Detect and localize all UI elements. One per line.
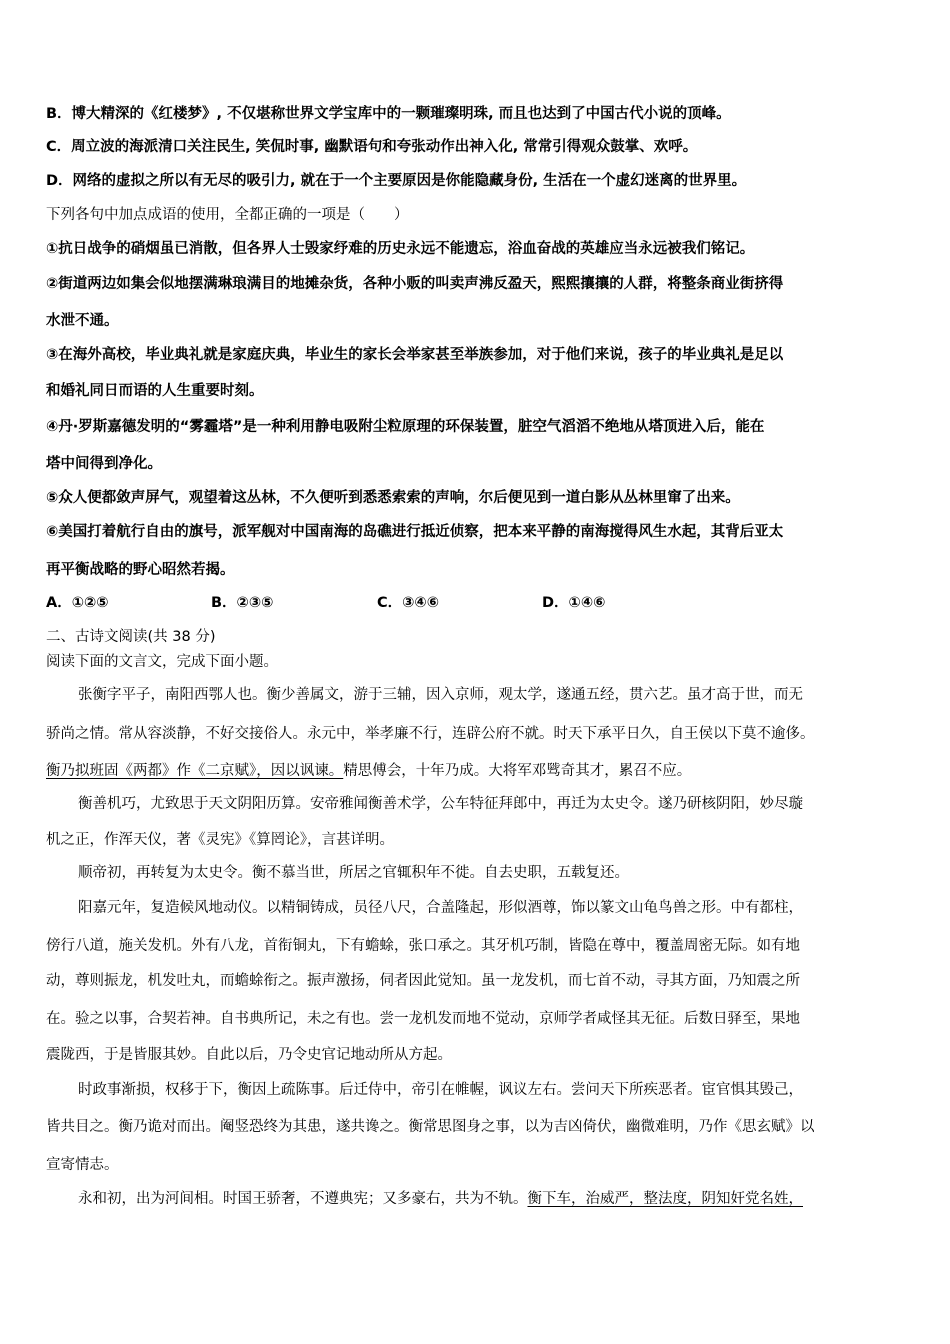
- passage-p5-line-2: 皆共目之。衡乃诡对而出。阉竖恐终为其患，遂共谗之。衡常思图身之事，以为吉凶倚伏，幽微难明，乃作《思玄赋》以: [46, 1119, 815, 1135]
- passage-p3: 顺帝初，再转复为太史令。衡不慕当世，所居之官辄积年不徙。自去史职，五载复还。: [78, 865, 629, 881]
- sentence-6-line-2: 再平衡战略的野心昭然若揭。: [46, 562, 235, 578]
- underlined-sentence-1: 衡乃拟班固《两都》作《二京赋》，因以讽谏。: [46, 763, 344, 779]
- choice-c: C．③④⑥: [377, 595, 439, 611]
- sentence-2-line-1: ②街道两边如集会似地摆满琳琅满目的地摊杂货，各种小贩的叫卖声沸反盈天，熙熙攘攘的人群，将整条商业街挤得: [46, 276, 784, 292]
- passage-p2-line-2: 机之正，作浑天仪，著《灵宪》《算罔论》，言甚详明。: [46, 832, 394, 848]
- passage-p4-line-2: 傍行八道，施关发机。外有八龙，首衔铜丸，下有蟾蜍，张口承之。其牙机巧制，皆隐在尊中，覆盖周密无际。如有地: [46, 938, 800, 954]
- passage-p6-plain: 永和初，出为河间相。时国王骄奢，不遵典宪；又多豪右，共为不轨。: [78, 1191, 528, 1207]
- sentence-1: ①抗日战争的硝烟虽已消散，但各界人士毁家纾难的历史永远不能遗忘，浴血奋战的英雄应当永远被我们铭记。: [46, 241, 755, 257]
- passage-p6-line-1: [78, 1189, 908, 1209]
- choice-b: B．②③⑤: [211, 595, 274, 611]
- choice-a: A．①②⑤: [46, 595, 109, 611]
- sentence-5: ⑤众人便都敛声屏气，观望着这丛林，不久便听到悉悉索索的声响，尔后便见到一道白影从丛林里窜了出来。: [46, 490, 740, 506]
- sentence-4-line-1: ④丹·罗斯嘉德发明的“雾霾塔”是一种利用静电吸附尘粒原理的环保装置，脏空气滔滔不绝地从塔顶进入后，能在: [46, 419, 765, 435]
- passage-p4-line-1: 阳嘉元年，复造候风地动仪。以精铜铸成，员径八尺，合盖隆起，形似酒尊，饰以篆文山龟鸟兽之形。中有都柱，: [78, 900, 803, 916]
- sentence-3-line-1: ③在海外高校，毕业典礼就是家庭庆典，毕业生的家长会举家甚至举族参加，对于他们来说，孩子的毕业典礼是足以: [46, 347, 784, 363]
- passage-p4-line-3: 动，尊则振龙，机发吐丸，而蟾蜍衔之。振声激扬，伺者因此觉知。虽一龙发机，而七首不动，寻其方面，乃知震之所: [46, 973, 800, 989]
- passage-p5-line-1: 时政事渐损，权移于下，衡因上疏陈事。后迁侍中，帝引在帷幄，讽议左右。尝问天下所疾恶者。宦官惧其毁己，: [78, 1082, 803, 1098]
- choice-d: D．①④⑥: [542, 595, 606, 611]
- underlined-sentence-2: 衡下车，治威严，整法度，阴知奸党名姓，: [527, 1191, 803, 1207]
- sentence-2-line-2: 水泄不通。: [46, 313, 119, 329]
- question-stem: 下列各句中加点成语的使用，全都正确的一项是（ ）: [46, 207, 409, 223]
- sentence-3-line-2: 和婚礼同日而语的人生重要时刻。: [46, 383, 264, 399]
- passage-p1-line-3-rest: 精思傅会，十年乃成。大将军邓骘奇其才，累召不应。: [343, 763, 692, 779]
- passage-p1-line-2: 骄尚之情。常从容淡静，不好交接俗人。永元中，举孝廉不行，连辟公府不就。时天下承平日久，自王侯以下莫不逾侈。: [46, 726, 815, 742]
- passage-p1-line-3: [46, 761, 906, 781]
- passage-p4-line-4: 在。验之以事，合契若神。自书典所记，未之有也。尝一龙机发而地不觉动，京师学者咸怪其无征。后数日驿至，果地: [46, 1011, 800, 1027]
- passage-p4-line-5: 震陇西，于是皆服其妙。自此以后，乃令史官记地动所从方起。: [46, 1047, 452, 1063]
- option-d: D．网络的虚拟之所以有无尽的吸引力, 就在于一个主要原因是你能隐藏身份, 生活在一个虚幻迷离的世界里。: [46, 173, 747, 189]
- sentence-6-line-1: ⑥美国打着航行自由的旗号，派军舰对中国南海的岛礁进行抵近侦察，把本来平静的南海搅得风生水起，其背后亚太: [46, 524, 784, 540]
- passage-p5-line-3: 宣寄情志。: [46, 1157, 119, 1173]
- section-instruction: 阅读下面的文言文，完成下面小题。: [46, 654, 278, 670]
- section-heading: 二、古诗文阅读(共 38 分): [46, 629, 216, 645]
- sentence-4-line-2: 塔中间得到净化。: [46, 456, 162, 472]
- option-c: C．周立波的海派清口关注民生, 笑侃时事, 幽默语句和夸张动作出神入化, 常常引得观众鼓掌、欢呼。: [46, 139, 698, 155]
- passage-p1-line-1: 张衡字平子，南阳西鄂人也。衡少善属文，游于三辅，因入京师，观太学，遂通五经，贯六艺。虽才高于世，而无: [78, 687, 803, 703]
- option-b: B．博大精深的《红楼梦》, 不仅堪称世界文学宝库中的一颗璀璨明珠, 而且也达到了中国古代小说的顶峰。: [46, 106, 731, 122]
- passage-p2-line-1: 衡善机巧，尤致思于天文阴阳历算。安帝雅闻衡善术学，公车特征拜郎中，再迁为太史令。遂乃研核阴阳，妙尽璇: [78, 796, 803, 812]
